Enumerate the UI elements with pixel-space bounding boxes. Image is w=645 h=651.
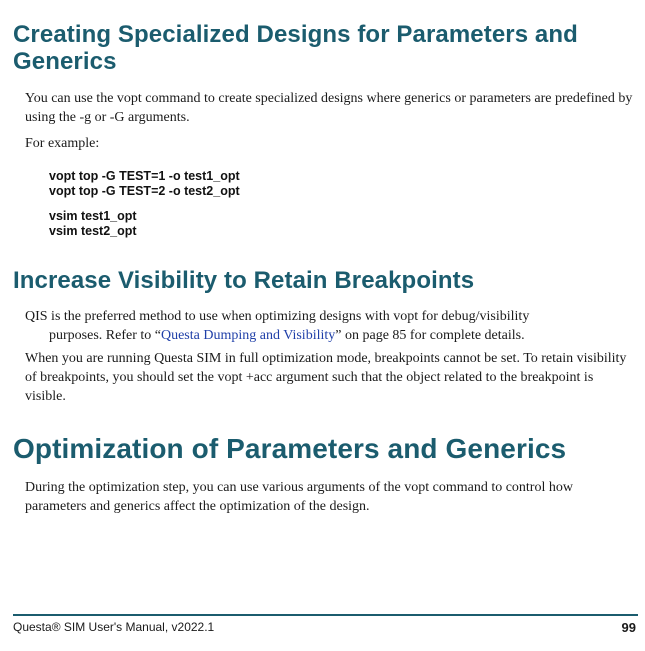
qis-line-2	[25, 326, 630, 345]
section-heading-increase-visibility: Increase Visibility to Retain Breakpoints	[13, 267, 475, 294]
paragraph-vopt-specialized: You can use the vopt command to create specialized designs where generics or parameters are predefined by using the -g or -G arguments.	[25, 91, 633, 125]
footer-divider	[13, 614, 638, 616]
paragraph-optimization-step: During the optimization step, you can use various arguments of the vopt command to control how parameters and generics affect the optimization of the design.	[25, 480, 573, 514]
code-block-vopt	[49, 169, 240, 199]
qis-line-2-prefix: purposes. Refer to “	[49, 328, 161, 343]
code-line: vopt top -G TEST=1 -o test1_opt	[49, 169, 240, 183]
paragraph-for-example: For example:	[25, 136, 100, 151]
qis-line-2-suffix: ” on page 85 for complete details.	[335, 328, 525, 343]
link-questa-dumping-visibility[interactable]: Questa Dumping and Visibility	[160, 328, 336, 343]
section-heading-optimization-parameters: Optimization of Parameters and Generics	[13, 433, 567, 464]
qis-line-1: QIS is the preferred method to use when optimizing designs with vopt for debug/visibility	[25, 309, 530, 324]
code-block-vsim	[49, 209, 137, 239]
code-line: vsim test1_opt	[49, 209, 137, 223]
paragraph-qis-preferred	[25, 307, 630, 345]
footer-manual-title: Questa® SIM User's Manual, v2022.1	[13, 620, 215, 634]
code-line: vsim test2_opt	[49, 224, 137, 238]
footer-page-number: 99	[621, 620, 636, 635]
paragraph-full-optimization: When you are running Questa SIM in full optimization mode, breakpoints cannot be set. To retain visibility of breakpoints, you should set the vopt +acc argument such that the object related to the breakpoint is visible.	[25, 351, 627, 404]
section-heading-specialized-designs: Creating Specialized Designs for Parameters and Generics	[13, 21, 578, 75]
code-line: vopt top -G TEST=2 -o test2_opt	[49, 184, 240, 198]
